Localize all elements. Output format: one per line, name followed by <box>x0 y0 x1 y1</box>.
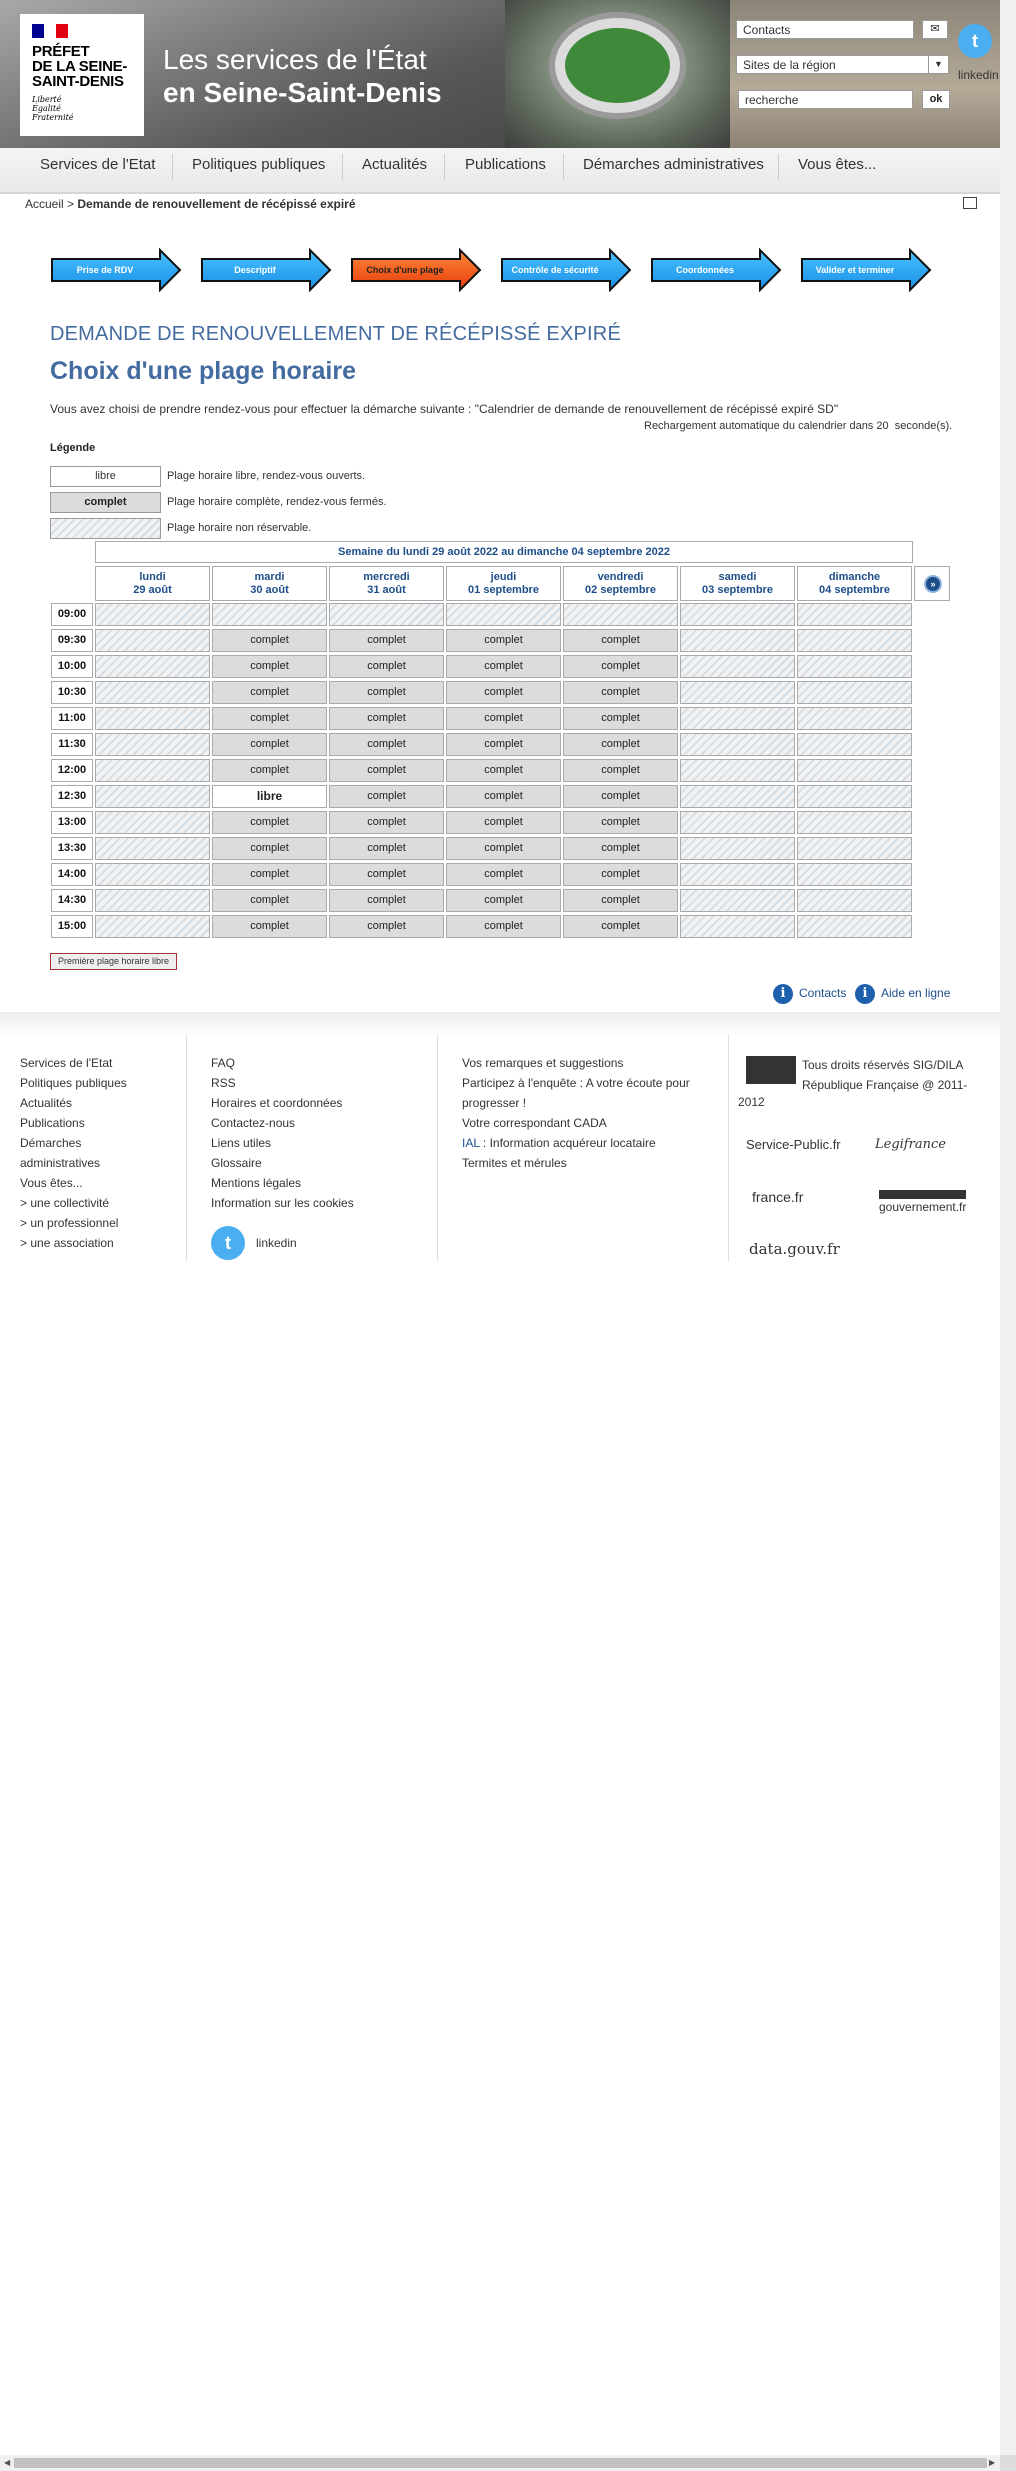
footer-link[interactable]: Liens utiles <box>211 1136 272 1150</box>
slot-full: complet <box>563 889 678 912</box>
time-label: 09:30 <box>51 629 93 652</box>
slot-full: complet <box>212 889 327 912</box>
slot-unavailable <box>797 759 912 782</box>
step-label: Valider et terminer <box>815 265 895 275</box>
legend-full-swatch: complet <box>50 492 161 513</box>
slot-unavailable <box>212 603 327 626</box>
time-label: 10:30 <box>51 681 93 704</box>
slot-unavailable <box>680 681 795 704</box>
footer-link[interactable]: Publications <box>20 1116 85 1130</box>
slot-full: complet <box>212 759 327 782</box>
slot-full: complet <box>446 733 561 756</box>
rights-year: 2012 <box>738 1095 765 1109</box>
slot-unavailable <box>95 707 210 730</box>
footer-link[interactable]: RSS <box>211 1076 236 1090</box>
footer-col-2 <box>211 1053 354 1213</box>
print-icon[interactable] <box>963 197 977 209</box>
slot-unavailable <box>797 811 912 834</box>
nav-services[interactable]: Services de l'Etat <box>40 156 156 173</box>
slot-unavailable <box>680 837 795 860</box>
slot-full: complet <box>446 785 561 808</box>
slot-unavailable <box>797 863 912 886</box>
slot-unavailable <box>95 733 210 756</box>
time-label: 14:00 <box>51 863 93 886</box>
prefet-logo[interactable] <box>20 14 144 136</box>
reload-countdown: 20 <box>876 420 889 432</box>
slot-full: complet <box>329 655 444 678</box>
slot-unavailable <box>563 603 678 626</box>
slot-full: complet <box>563 655 678 678</box>
linkedin-icon[interactable]: linkedin <box>958 68 999 82</box>
slot-unavailable <box>95 863 210 886</box>
slot-unavailable <box>797 785 912 808</box>
region-select[interactable] <box>736 55 949 74</box>
region-select-value: Sites de la région <box>743 58 836 72</box>
motto-line-1: Liberté <box>32 95 62 104</box>
week-header: Semaine du lundi 29 août 2022 au dimanche 04 septembre 2022 <box>95 541 913 563</box>
contacts-select[interactable]: Contacts <box>736 20 914 39</box>
step-label: Prise de RDV <box>76 265 134 275</box>
footer-col-1 <box>20 1053 127 1253</box>
slot-unavailable <box>95 915 210 938</box>
slot-unavailable <box>797 889 912 912</box>
slot-unavailable <box>797 629 912 652</box>
slot-full: complet <box>446 915 561 938</box>
slot-full: complet <box>563 915 678 938</box>
time-label: 15:00 <box>51 915 93 938</box>
footer-link[interactable]: Glossaire <box>211 1156 262 1170</box>
online-help-link[interactable]: i Aide en ligne <box>855 984 950 1004</box>
logo-line-3: SAINT-DENIS <box>32 73 124 90</box>
slot-full: complet <box>563 629 678 652</box>
time-label: 12:30 <box>51 785 93 808</box>
horizontal-scroll-thumb[interactable] <box>14 2458 987 2468</box>
stadium-photo <box>505 0 730 148</box>
partner-data-gouv[interactable]: data.gouv.fr <box>749 1240 840 1258</box>
slot-unavailable <box>680 655 795 678</box>
day-header: mardi 30 août <box>212 566 327 601</box>
slot-unavailable <box>680 863 795 886</box>
slot-full: complet <box>329 811 444 834</box>
scroll-right-icon[interactable]: ▶ <box>989 2458 996 2467</box>
slot-full: complet <box>329 915 444 938</box>
slot-full: complet <box>212 915 327 938</box>
slot-unavailable <box>680 759 795 782</box>
slot-full: complet <box>563 837 678 860</box>
slot-unavailable <box>95 603 210 626</box>
footer-link[interactable]: Information sur les cookies <box>211 1196 354 1210</box>
footer-link[interactable]: > un professionnel <box>20 1216 119 1230</box>
slot-unavailable <box>95 785 210 808</box>
slot-full: complet <box>446 889 561 912</box>
slot-unavailable <box>680 707 795 730</box>
slot-full: complet <box>446 655 561 678</box>
slot-full: complet <box>446 681 561 704</box>
contacts-link[interactable]: i Contacts <box>773 984 846 1004</box>
time-label: 13:00 <box>51 811 93 834</box>
footer-link-enquete[interactable]: Participez à l'enquête : A votre écoute pour <box>462 1076 690 1090</box>
slot-full: complet <box>446 811 561 834</box>
header-banner <box>0 0 1000 148</box>
info-icon: i <box>855 984 875 1004</box>
legend-free-swatch: libre <box>50 466 161 487</box>
horizontal-scrollbar[interactable] <box>0 2455 1000 2471</box>
slot-unavailable <box>797 733 912 756</box>
time-label: 13:30 <box>51 837 93 860</box>
slot-full: complet <box>329 759 444 782</box>
slot-full: complet <box>446 863 561 886</box>
footer-link[interactable]: Actualités <box>20 1096 73 1110</box>
footer-link-ial[interactable]: IAL : Information acquéreur locataire <box>462 1136 656 1150</box>
logo-line-1: PRÉFET <box>32 43 90 60</box>
next-week-icon: » <box>924 575 942 593</box>
slot-full: complet <box>212 655 327 678</box>
twitter-icon[interactable]: t <box>958 24 992 58</box>
day-header: samedi 03 septembre <box>680 566 795 601</box>
partner-service-public[interactable]: Service-Public.fr <box>746 1137 841 1152</box>
slot-full: complet <box>329 707 444 730</box>
day-header: jeudi 01 septembre <box>446 566 561 601</box>
next-week-button[interactable] <box>914 566 950 601</box>
slot-full: complet <box>446 759 561 782</box>
scroll-left-icon[interactable]: ◀ <box>4 2458 11 2467</box>
footer-twitter-icon[interactable]: t <box>211 1226 245 1260</box>
slot-full: complet <box>446 629 561 652</box>
step-label: Choix d'une plage <box>366 265 444 275</box>
breadcrumb <box>25 197 356 211</box>
slot-full: complet <box>446 837 561 860</box>
legend-nonres-swatch <box>50 518 161 539</box>
breadcrumb-current: Demande de renouvellement de récépissé expiré <box>77 197 356 211</box>
breadcrumb-home[interactable]: Accueil <box>25 197 64 211</box>
legend-free-desc: Plage horaire libre, rendez-vous ouverts. <box>167 470 366 482</box>
motto-line-2: Égalité <box>32 104 61 113</box>
french-flag-icon <box>32 24 68 38</box>
footer-link[interactable]: > une association <box>20 1236 114 1250</box>
day-header: mercredi 31 août <box>329 566 444 601</box>
step-label: Coordonnées personnelles <box>675 265 734 319</box>
nav-actualites[interactable]: Actualités <box>362 156 428 173</box>
info-icon: i <box>773 984 793 1004</box>
footer-link[interactable]: administratives <box>20 1156 101 1170</box>
breadcrumb-separator: > <box>67 197 75 211</box>
main-nav <box>0 148 1000 194</box>
slot-full: complet <box>563 785 678 808</box>
footer-link[interactable]: Politiques publiques <box>20 1076 127 1090</box>
time-label: 11:30 <box>51 733 93 756</box>
slot-unavailable <box>797 655 912 678</box>
intro-text: Vous avez choisi de prendre rendez-vous pour effectuer la démarche suivante : "Calendrier de demande de renouvellement de récépissé expiré SD" <box>50 402 839 416</box>
footer-link-suggestions[interactable]: Vos remarques et suggestions <box>462 1056 624 1070</box>
search-button[interactable]: ok <box>922 90 950 109</box>
slot-unavailable <box>797 603 912 626</box>
slot-unavailable <box>797 707 912 730</box>
day-header: dimanche 04 septembre <box>797 566 912 601</box>
partner-legifrance[interactable]: Legifrance <box>875 1137 946 1152</box>
footer-link[interactable]: Contactez-nous <box>211 1116 296 1130</box>
slot-unavailable <box>95 629 210 652</box>
slot-unavailable <box>95 655 210 678</box>
slot-unavailable <box>680 733 795 756</box>
slot-unavailable <box>680 629 795 652</box>
footer-link-enquete-cont[interactable]: progresser ! <box>462 1096 527 1110</box>
time-label: 14:30 <box>51 889 93 912</box>
logo-line-2: DE LA SEINE- <box>32 58 128 75</box>
slot-unavailable <box>95 681 210 704</box>
rights-text: Tous droits réservés SIG/DILA République Française @ 2011- <box>802 1058 968 1092</box>
slot-unavailable <box>446 603 561 626</box>
nav-vous-etes[interactable]: Vous êtes... <box>798 156 877 173</box>
slot-full: complet <box>563 759 678 782</box>
step-label: Contrôle de sécurité <box>511 265 599 275</box>
slot-full: complet <box>212 837 327 860</box>
slot-full: complet <box>329 681 444 704</box>
site-title-line-1: Les services de l'État <box>163 44 427 75</box>
reload-notice: Rechargement automatique du calendrier dans 20 seconde(s). <box>644 420 953 432</box>
slot-free[interactable]: libre <box>212 785 327 808</box>
time-label: 10:00 <box>51 655 93 678</box>
footer-link[interactable]: FAQ <box>211 1056 236 1070</box>
site-title[interactable] <box>163 43 442 109</box>
vertical-scrollbar[interactable] <box>1000 0 1016 2455</box>
slot-unavailable <box>680 889 795 912</box>
slot-unavailable <box>680 811 795 834</box>
footer-link-termites[interactable]: Termites et mérules <box>462 1156 567 1170</box>
day-header: lundi 29 août <box>95 566 210 601</box>
slot-unavailable <box>95 811 210 834</box>
search-input[interactable]: recherche <box>738 90 913 109</box>
footer-col-3 <box>462 1053 690 1173</box>
slot-full: complet <box>329 629 444 652</box>
first-free-slot-button[interactable]: Première plage horaire libre <box>50 953 177 970</box>
slot-unavailable <box>797 915 912 938</box>
slot-unavailable <box>680 603 795 626</box>
slot-full: complet <box>563 681 678 704</box>
slot-unavailable <box>95 889 210 912</box>
nav-demarches[interactable]: Démarches administratives <box>583 156 764 173</box>
day-header: vendredi 02 septembre <box>563 566 678 601</box>
slot-full: complet <box>329 863 444 886</box>
footer-link[interactable]: Démarches <box>20 1136 82 1150</box>
slot-unavailable <box>329 603 444 626</box>
slot-full: complet <box>446 707 561 730</box>
footer-link-cada[interactable]: Votre correspondant CADA <box>462 1116 607 1130</box>
footer-link[interactable]: Mentions légales <box>211 1176 302 1190</box>
partner-gouvernement[interactable]: gouvernement.fr <box>879 1190 966 1214</box>
slot-full: complet <box>329 889 444 912</box>
legend-title: Légende <box>50 442 96 454</box>
mail-icon[interactable]: ✉ <box>922 20 948 39</box>
page-overtitle: DEMANDE DE RENOUVELLEMENT DE RÉCÉPISSÉ EXPIRÉ <box>50 323 621 345</box>
time-label: 11:00 <box>51 707 93 730</box>
slot-full: complet <box>563 863 678 886</box>
slot-unavailable <box>680 915 795 938</box>
slot-full: complet <box>563 733 678 756</box>
footer-link[interactable]: Horaires et coordonnées <box>211 1096 343 1110</box>
footer-linkedin-icon[interactable]: linkedin <box>256 1236 297 1250</box>
footer-link[interactable]: Services de l'Etat <box>20 1056 113 1070</box>
slot-unavailable <box>95 837 210 860</box>
slot-full: complet <box>563 707 678 730</box>
slot-full: complet <box>563 811 678 834</box>
slot-full: complet <box>212 863 327 886</box>
slot-unavailable <box>797 681 912 704</box>
nav-publications[interactable]: Publications <box>465 156 546 173</box>
site-title-line-2: en Seine-Saint-Denis <box>163 77 442 108</box>
chevron-down-icon: ▼ <box>928 55 948 74</box>
slot-full: complet <box>212 733 327 756</box>
step-label: Descriptif <box>234 265 276 275</box>
slot-full: complet <box>329 837 444 860</box>
slot-full: complet <box>329 733 444 756</box>
partner-france-fr[interactable]: france.fr <box>752 1189 804 1205</box>
page-title: Choix d'une plage horaire <box>50 357 356 385</box>
legend-nonres-desc: Plage horaire non réservable. <box>167 522 312 534</box>
slot-full: complet <box>212 707 327 730</box>
rf-logo[interactable] <box>746 1056 796 1084</box>
footer-link[interactable]: > une collectivité <box>20 1196 110 1210</box>
slot-full: complet <box>212 811 327 834</box>
slot-full: complet <box>212 681 327 704</box>
slot-unavailable <box>680 785 795 808</box>
slot-full: complet <box>329 785 444 808</box>
slot-full: complet <box>212 629 327 652</box>
time-label: 12:00 <box>51 759 93 782</box>
legend-full-desc: Plage horaire complète, rendez-vous fermés. <box>167 496 387 508</box>
time-label: 09:00 <box>51 603 93 626</box>
slot-unavailable <box>797 837 912 860</box>
nav-politiques[interactable]: Politiques publiques <box>192 156 326 173</box>
motto-line-3: Fraternité <box>32 113 74 122</box>
footer-link[interactable]: Vous êtes... <box>20 1176 83 1190</box>
slot-unavailable <box>95 759 210 782</box>
